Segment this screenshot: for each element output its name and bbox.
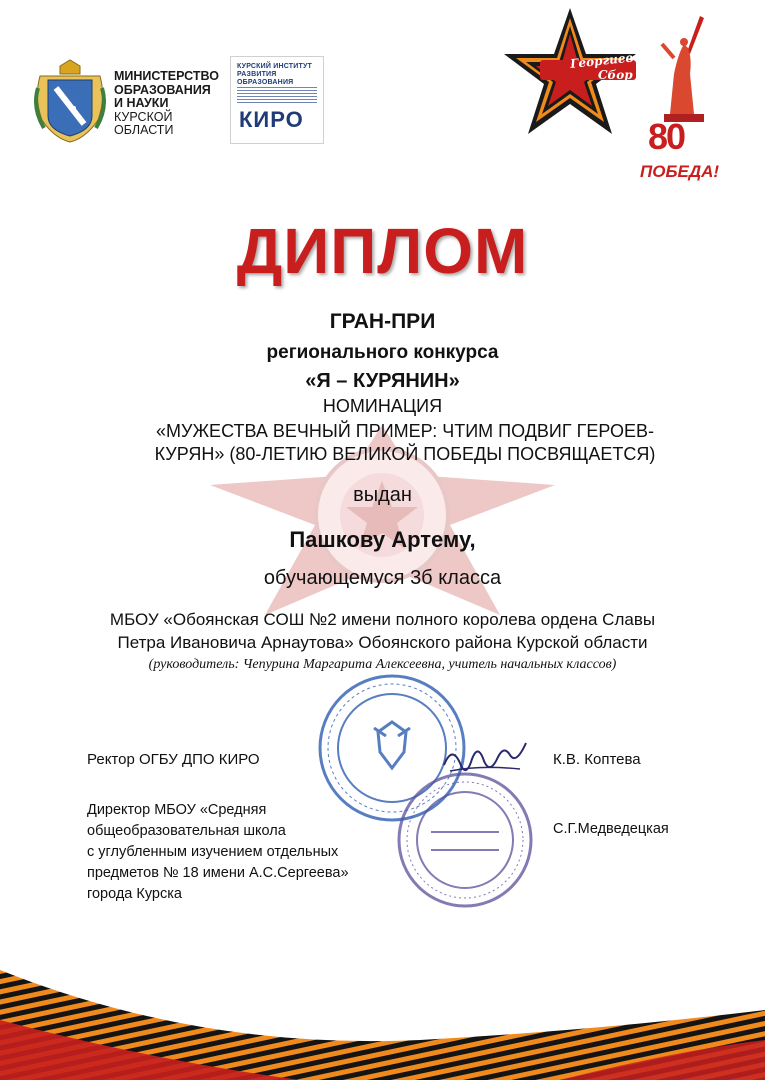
issued-label: выдан: [353, 484, 412, 506]
director-name: С.Г.Медведецкая: [553, 821, 669, 837]
director-line: предметов № 18 имени А.С.Сергеева»: [87, 865, 349, 881]
school-name: [40, 608, 725, 654]
georg-logo-text: Георгиевский: [569, 47, 667, 71]
rector-name: К.В. Коптева: [553, 751, 641, 768]
director-title: [87, 800, 349, 905]
director-line: с углубленным изучением отдельных: [87, 844, 339, 860]
motherland-monument-icon: [660, 14, 710, 124]
rector-signature-icon: [440, 735, 530, 785]
contest-name: «Я – КУРЯНИН»: [305, 370, 460, 392]
recipient-name: Пашкову Артему,: [289, 527, 476, 552]
nomination-title: [105, 420, 705, 466]
anniversary-word: ПОБЕДА!: [640, 162, 720, 181]
rector-title: Ректор ОГБУ ДПО КИРО: [87, 751, 260, 768]
diploma-title: ДИПЛОМ: [236, 215, 529, 287]
kiro-logo: [230, 56, 324, 144]
ministry-line: КУРСКОЙ: [114, 109, 173, 124]
director-line: общеобразовательная школа: [87, 823, 286, 839]
nomination-line: «МУЖЕСТВА ВЕЧНЫЙ ПРИМЕР: ЧТИМ ПОДВИГ ГЕРОЕВ-: [156, 421, 654, 441]
kiro-top-line: РАЗВИТИЯ ОБРАЗОВАНИЯ: [237, 71, 294, 86]
coat-of-arms-logo: [34, 58, 106, 144]
kiro-wordmark: КИРО: [239, 107, 304, 132]
school-line: МБОУ «Обоянская СОШ №2 имени полного королева ордена Славы: [109, 610, 656, 629]
director-line: Директор МБОУ «Средняя: [87, 802, 267, 818]
kiro-stripes: [237, 87, 317, 103]
supervisor-note: (руководитель: Чепурина Маргарита Алексеевна, учитель начальных классов): [148, 657, 617, 672]
nomination-label: НОМИНАЦИЯ: [322, 396, 443, 416]
nomination-line: КУРЯН» (80-ЛЕТИЮ ВЕЛИКОЙ ПОБЕДЫ ПОСВЯЩАЕТСЯ): [154, 444, 656, 464]
georg-logo-text: Сбор: [598, 68, 633, 82]
ministry-line: И НАУКИ: [114, 96, 169, 110]
ministry-line: ОБЛАСТИ: [114, 123, 174, 137]
ministry-name: [114, 70, 219, 138]
ministry-line: ОБРАЗОВАНИЯ: [114, 82, 211, 97]
kiro-institute-name: [237, 63, 323, 87]
student-grade: обучающемуся 3б класса: [263, 567, 502, 589]
school-line: Петра Ивановича Арнаутова» Обоянского района Курской области: [117, 633, 648, 652]
ministry-line: МИНИСТЕРСТВО: [114, 69, 219, 83]
anniversary-number: 80: [648, 116, 685, 157]
st-george-ribbon-decoration: [0, 930, 765, 1080]
school-stamp-icon: [395, 770, 535, 910]
kiro-top-line: КУРСКИЙ ИНСТИТУТ: [237, 63, 313, 70]
director-line: города Курска: [87, 886, 182, 902]
award-heading: ГРАН-ПРИ: [329, 310, 436, 333]
contest-line: регионального конкурса: [266, 342, 499, 363]
